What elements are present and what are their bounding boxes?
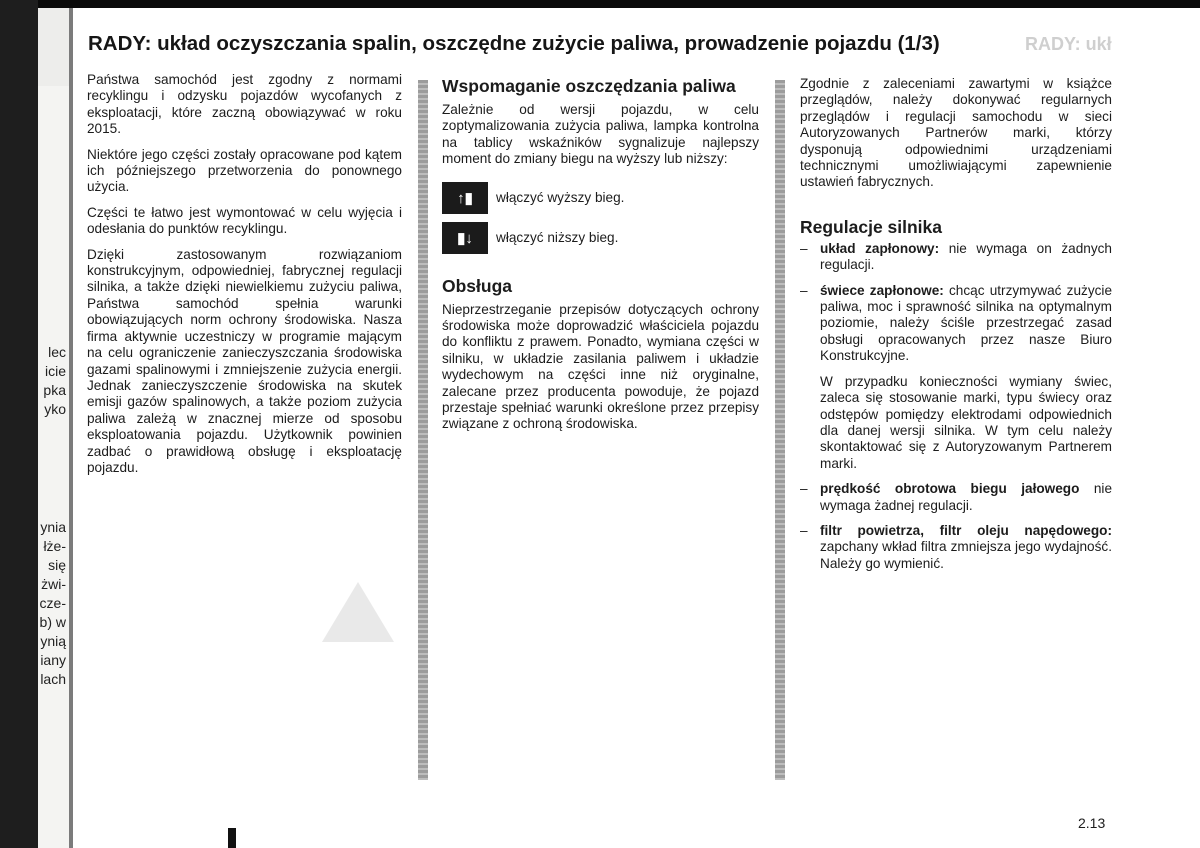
page-spine-line [69,8,73,848]
paragraph: Zgodnie z zaleceniami zawartymi w książce przeglądów, należy dokonywać regularnych przeglądów i regulacji samochodu w sieci Autoryzowanych Partnerów marki, którzy dysponują odpowiednimi urządzeniami technicznymi umożliwiającymi zapewnienie ustawień fabrycznych. [800,76,1112,190]
paragraph: Dzięki zastosowanym rozwiązaniom konstrukcyjnym, odpowiedniej, fabrycznej regulacji silnika, a także dzięki niewielkiemu zużyciu paliwa, Państwa samochód spełnia warunki obowiązujących norm ochrony środowiska. Nasza firma aktywnie uczestniczy w programie mającym na celu ograniczenie zanieczyszczania środowiska gazami spalinowymi i zmniejszenie zużycia energii. Jednak zanieczyszczenie środowiska na skutek emisji gazów spalinowych, a także poziom zużycia paliwa zależą w znacznej mierze od sposobu eksploatowania pojazdu. Użytkownik powinien zadbać o prawidłową obsługę i eksploatację pojazdu. [87,246,402,475]
section-heading-maintenance: Obsługa [442,275,513,296]
list-item: – prędkość obrotowa biegu jałowego nie wymaga żadnej regulacji. [800,481,1113,513]
print-mark [228,828,236,848]
prev-fragment: b) w [39,614,66,630]
binding-edge [0,0,38,848]
gear-down-label: włączyć niższy bieg. [496,230,619,246]
list-item: – filtr powietrza, filtr oleju napędowego: zapchany wkład filtra zmniejsza jego wydajność. Należy go wymienić. [800,522,1112,571]
prev-fragment: ynią [40,633,66,649]
column-separator [775,80,785,780]
prev-fragment: yko [44,401,66,417]
top-border [0,0,1200,8]
section-heading-fuel-saving: Wspomaganie oszczędzania paliwa [442,76,736,96]
gear-down-icon: ▮↓ [442,222,488,254]
gear-up-label: włączyć wyższy bieg. [496,190,625,206]
paragraph: Zależnie od wersji pojazdu, w celu zoptymalizowania zużycia paliwa, lampka kontrolna na tablicy wskaźników sygnalizuje najlepszy moment do zmiany biegu na wyższy lub niższy: [442,102,759,167]
paragraph: Nieprzestrzeganie przepisów dotyczących ochrony środowiska może doprowadzić właściciela pojazdu do konfliktu z prawem. Ponadto, wymiana części w silniku, w układzie zasilania paliwem i układzie wydechowym na części inne niż oryginalne, zalecane przez producenta powoduje, że pojazd przestaje spełniać warunki określone przez przepisy związane z ochroną środowiska. [442,301,759,432]
bleed-through-title: RADY: ukł [1025,34,1112,54]
prev-fragment: łże- [43,538,66,554]
column-right [800,76,1112,581]
column-left [87,72,402,485]
prev-fragment: lach [40,671,66,687]
prev-fragment: pka [43,382,66,398]
previous-page-strip [38,8,69,848]
paragraph: Niektóre jego części zostały opracowane pod kątem ich późniejszego przetworzenia do ponownego użycia. [87,146,402,195]
page-number: 2.13 [1078,815,1106,831]
list-item: – układ zapłonowy: nie wymaga on żadnych regulacji. [800,240,1112,273]
section-heading-engine-adjustments: Regulacje silnika [800,216,943,237]
adjustments-list-continued [800,481,1112,572]
prev-fragment: cze- [39,595,66,611]
gear-down-indicator-row [442,222,759,254]
column-separator [418,80,428,780]
prev-fragment: żwi- [41,576,66,592]
spark-plug-note: W przypadku konieczności wymiany świec, zaleca się stosowanie marki, typu świecy oraz odstępów pomiędzy elektrodami odpowiednich dla danej wersji silnika. W tym celu należy skontaktować się z Autoryzowanym Partnerem marki. [820,373,1112,471]
gear-up-icon: ↑▮ [442,182,488,214]
prev-fragment: icie [44,363,66,379]
gear-up-indicator-row [442,182,759,214]
column-middle [442,76,759,442]
previous-page-header-band [38,8,69,86]
paragraph: Państwa samochód jest zgodny z normami recyklingu i odzysku pojazdów wycofanych z eksploatacji, które zaczną obowiązywać w roku 2015. [87,72,402,137]
page-title: RADY: układ oczyszczania spalin, oszczędne zużycie paliwa, prowadzenie pojazdu (1/3) [88,32,940,55]
bleed-through-warning-icon [322,582,394,642]
prev-page-fragments-bottom [40,518,66,689]
prev-fragment: iany [40,652,66,668]
prev-page-fragments-top [43,343,66,419]
prev-fragment: się [48,557,66,573]
prev-fragment: ynia [40,519,66,535]
paragraph: Części te łatwo jest wymontować w celu wyjęcia i odesłania do punktów recyklingu. [87,204,402,237]
list-item: – świece zapłonowe: chcąc utrzymywać zużycie paliwa, moc i sprawność silnika na optymalnym poziomie, należy ściśle przestrzegać zasad obsługi opracowanych przez nasze Biuro Konstrukcyjne. [800,282,1112,364]
prev-fragment: lec [48,344,66,360]
adjustments-list [800,241,1112,365]
